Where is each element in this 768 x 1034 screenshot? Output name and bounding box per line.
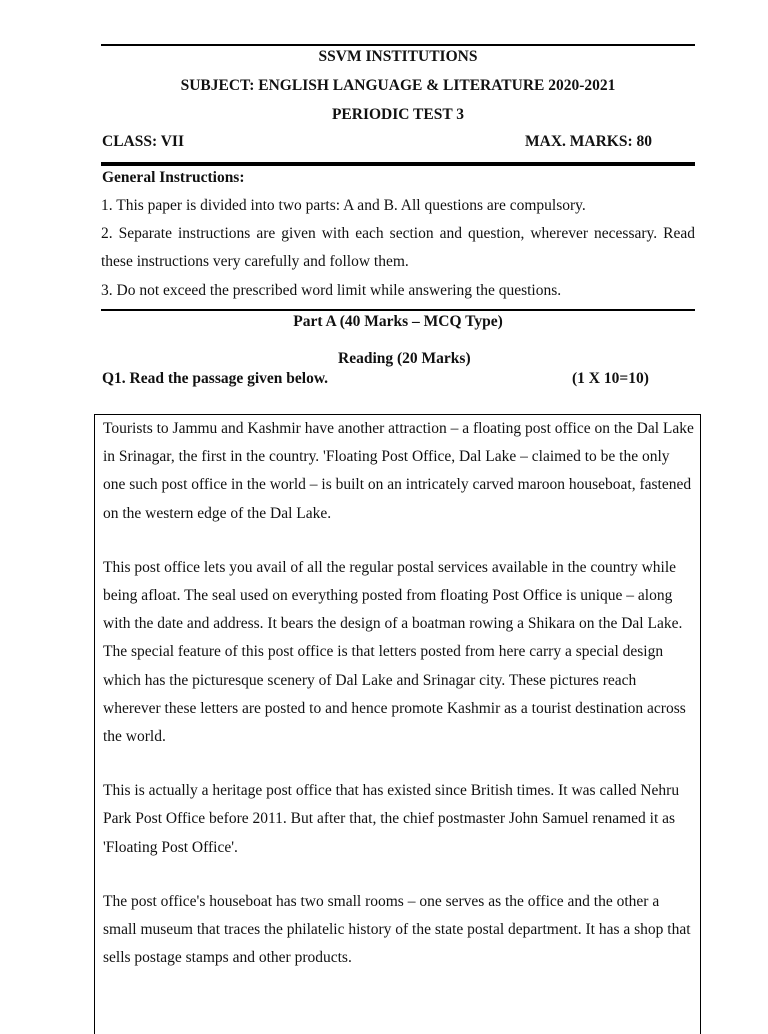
instruction-item: 3. Do not exceed the prescribed word limit while answering the questions. (101, 282, 562, 299)
part-a-title: Part A (40 Marks – MCQ Type) (293, 313, 503, 330)
test-title: PERIODIC TEST 3 (331, 106, 465, 123)
passage-paragraph: Tourists to Jammu and Kashmir have another attraction – a floating post office on the Dal Lake in Srinagar, the first in the country. 'Floating Post Office, Dal Lake – claimed to be the only one such post office in the world – is built on an intricately carved maroon houseboat, fastened on the western edge of the Dal Lake. (103, 420, 694, 522)
instruction-item: these instructions very carefully and follow them. (101, 253, 409, 270)
instructions-divider (101, 309, 695, 311)
instruction-item: 1. This paper is divided into two parts: A and B. All questions are compulsory. (101, 197, 586, 214)
class-label: CLASS: VII (102, 133, 184, 150)
passage-paragraph: The post office's houseboat has two small rooms – one serves as the office and the other a small museum that traces the philatelic history of the state postal department. It has a shop that sells postage stamps and other products. (103, 892, 691, 967)
passage-paragraph: This is actually a heritage post office that has existed since British times. It was called Nehru Park Post Office before 2011. But after that, the chief postmaster John Samuel renamed it as 'Floating Post Office'. (103, 782, 680, 856)
reading-section-title: Reading (20 Marks) (338, 350, 471, 367)
institution-title: SSVM INSTITUTIONS (318, 48, 478, 65)
max-marks-label: MAX. MARKS: 80 (525, 133, 652, 150)
passage-paragraph: This post office lets you avail of all the regular postal services available in the country while being afloat. The seal used on everything posted from floating Post Office is unique – along with the date and address. It bears the design of a boatman rowing a Shikara on the Dal Lake. The special feature of this post office is that letters posted from here carry a special design which has the picturesque scenery of Dal Lake and Srinagar city. These pictures reach wherever these letters are posted to and hence promote Kashmir as a tourist destination across the world. (103, 558, 686, 746)
header-divider (101, 162, 695, 166)
top-rule (101, 44, 695, 46)
q1-label: Q1. Read the passage given below. (102, 370, 329, 387)
q1-marks: (1 X 10=10) (572, 370, 649, 387)
passage-text (103, 415, 695, 972)
passage-box (94, 414, 701, 1034)
instruction-item: 2. Separate instructions are given with each section and question, wherever necessary. Read (101, 225, 695, 242)
instructions-heading: General Instructions: (102, 169, 245, 186)
subject-title: SUBJECT: ENGLISH LANGUAGE & LITERATURE 2020-2021 (180, 77, 616, 94)
